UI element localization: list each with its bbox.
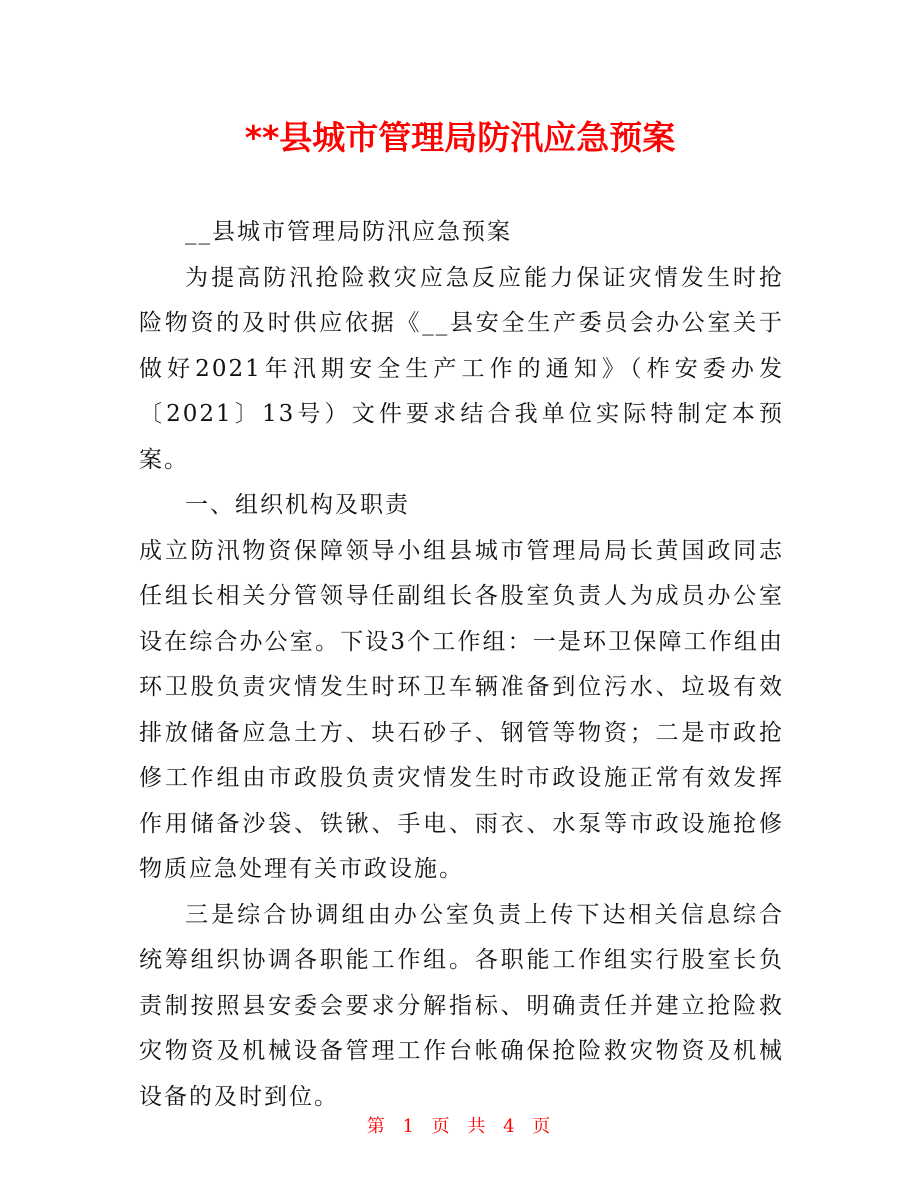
paragraph-organization: 成立防汛物资保障领导小组县城市管理局局长黄国政同志任组长相关分管领导任副组长各股室负责人为成员办公室设在综合办公室。下设3个工作组：一是环卫保障工作组由环卫股负责灾情发生时环卫车辆准备到位污水、垃圾有效排放储备应急土方、块石砂子、钢管等物资；二是市政抢修工作组由市政股负责灾情发生时市政设施正常有效发挥作用储备沙袋、铁锹、手电、雨衣、水泵等市政设施抢修物质应急处理有关市政设施。 <box>139 537 784 882</box>
paragraph-purpose: 为提高防汛抢险救灾应急反应能力保证灾情发生时抢险物资的及时供应依据《__县安全生产委员会办公室关于做好2021年汛期安全生产工作的通知》（柞安委办发〔2021〕13号）文件要求结合我单位实际特制定本预案。 <box>139 264 784 473</box>
paragraph-coordination: 三是综合协调组由办公室负责上传下达相关信息综合统筹组织协调各职能工作组。各职能工作组实行股室长负责制按照县安委会要求分解指标、明确责任并建立抢险救灾物资及机械设备管理工作台帐确保抢险救灾物资及机械设备的及时到位。 <box>139 901 784 1110</box>
section-heading-organization: 一、组织机构及职责 <box>185 492 410 518</box>
document-title: **县城市管理局防汛应急预案 <box>244 118 676 157</box>
paragraph-subtitle: __县城市管理局防汛应急预案 <box>185 219 512 245</box>
page-number-footer: 第 1 页 共 4 页 <box>366 1116 554 1137</box>
document-body <box>139 210 784 1120</box>
